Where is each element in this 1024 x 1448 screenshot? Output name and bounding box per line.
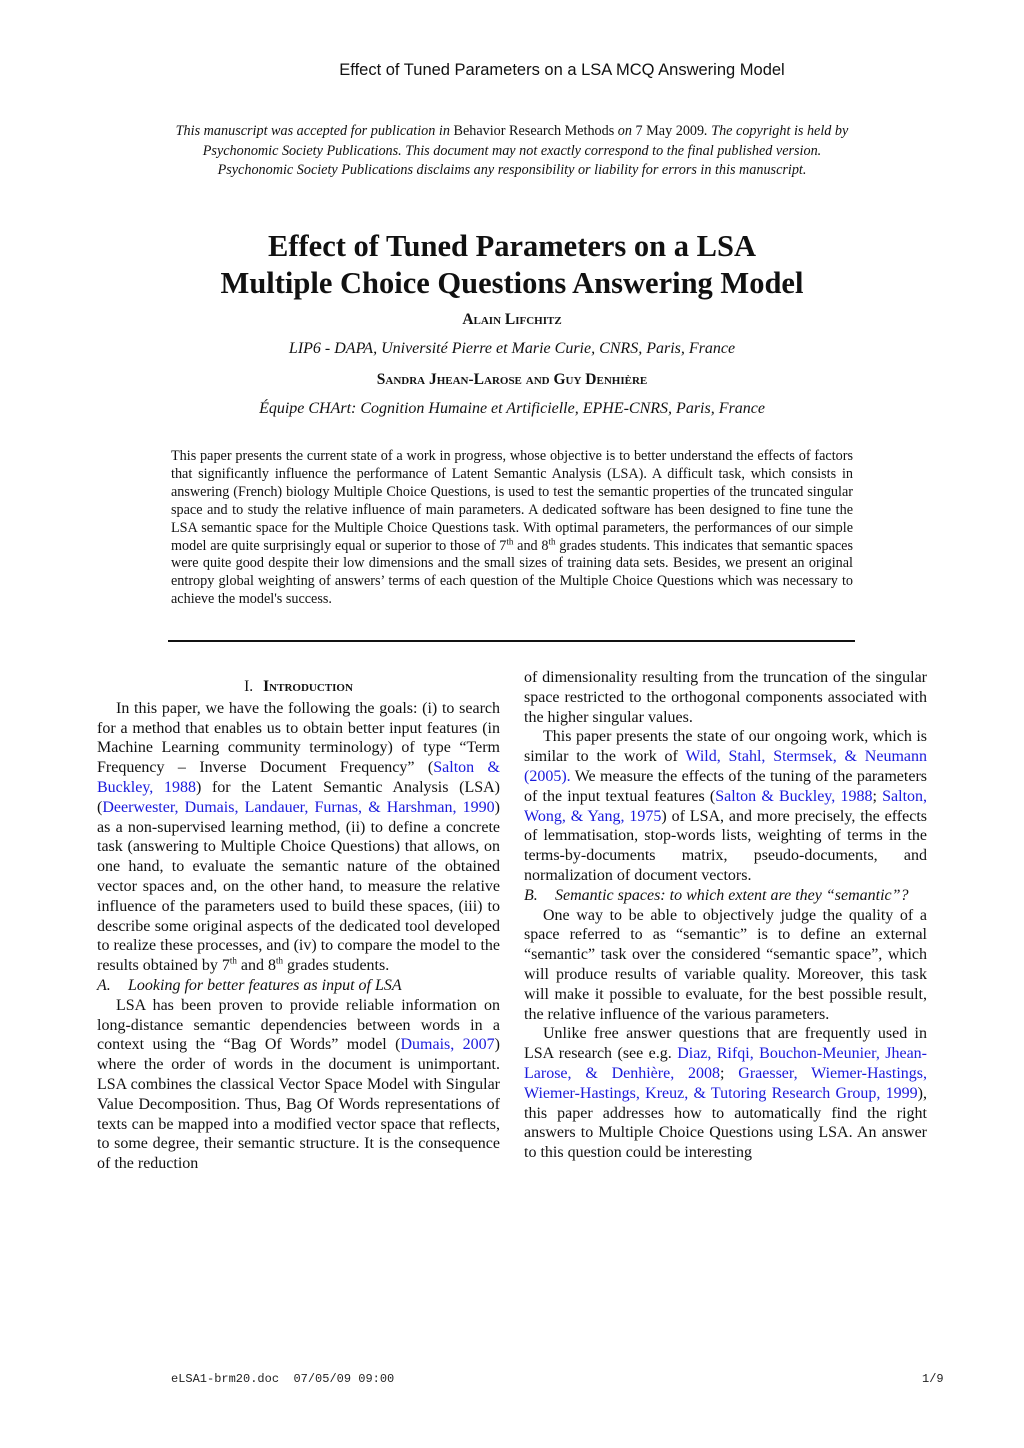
- body-text: ;: [720, 1064, 739, 1082]
- affiliation-2: Équipe CHArt: Cognition Humaine et Artificielle, EPHE-CNRS, Paris, France: [259, 400, 765, 417]
- ongoing-work-paragraph: [524, 727, 927, 885]
- section-heading-introduction: [97, 677, 500, 697]
- abstract-text: grades students. This indicates that semantic spaces were quite good despite their low dimensions and the small sizes of training data sets. Besides, we present an original entropy global weighting of answers’ terms of each question of the Multiple Choice Questions which was necessary to achieve the model's success.: [171, 537, 853, 608]
- subsection-a-paragraph: [97, 996, 500, 1174]
- citation-link[interactable]: Salton & Buckley, 1988: [715, 787, 873, 805]
- body-text: This paper presents the state of our ongoing work, which is similar to the work of: [524, 728, 927, 766]
- page-number: 1/9: [922, 1372, 944, 1386]
- subsection-label: A.: [97, 976, 111, 994]
- citation-link[interactable]: Dumais, 2007: [400, 1036, 495, 1054]
- citation-link[interactable]: Wild, Stahl, Stermsek, & Neumann (2005).: [524, 748, 927, 785]
- title-line-2: Multiple Choice Questions Answering Model: [220, 266, 804, 300]
- body-text: ), this paper addresses how to automatically find the right answers to Multiple Choice Questions using LSA. An answer to this question could be interesting: [524, 1084, 927, 1162]
- superscript: th: [276, 955, 284, 966]
- publication-notice: [172, 122, 852, 181]
- footer-filename: eLSA1-brm20.doc: [171, 1372, 280, 1386]
- subsection-label: B.: [524, 886, 538, 904]
- notice-date: 7 May 2009: [635, 123, 705, 139]
- author-2: Sandra Jhean-Larose and Guy Denhière: [376, 371, 648, 388]
- body-text: grades students.: [283, 957, 390, 975]
- section-title: Introduction: [263, 678, 353, 695]
- footer-datetime: 07/05/09 09:00: [293, 1372, 395, 1386]
- abstract-divider: [168, 640, 855, 642]
- body-text: and 8: [236, 957, 276, 975]
- abstract: [171, 448, 853, 609]
- notice-text-1: This manuscript was accepted for publication in: [175, 123, 454, 139]
- body-text: In this paper, we have the following the goals: (i) to search for a method that enables us to obtain better input features (in Machine Learning community terminology) of type “Term Frequency – Inverse Document Frequency” (: [97, 699, 500, 777]
- abstract-text: This paper presents the current state of a work in progress, whose objective is to better understand the effects of factors that significantly influence the performance of Latent Semantic Analysis (LSA). A difficult task, which consists in answering (French) biology Multiple Choice Questions, is used to test the semantic properties of the truncated singular space and to study the relative influence of main parameters. A dedicated software has been designed to fine tune the LSA semantic space for the Multiple Choice Questions task. With optimal parameters, the performances of our simple model are quite surprisingly equal or superior to those of 7: [171, 448, 853, 554]
- body-text: We measure the effects of the tuning of the parameters of the input textual features (: [524, 767, 927, 805]
- body-text: ) as a non-supervised learning method, (ii) to define a concrete task (answering to Multiple Choice Questions) that allows, on one hand, to evaluate the semantic nature of the obtained vector spaces and, on the other hand, to measure the relative influence of the parameters used to build these spaces, (iii) to describe some original aspects of the dedicated tool developed to realize these processes, and (iv) to compare the model to the results obtained by 7: [97, 798, 500, 975]
- running-head: Effect of Tuned Parameters on a LSA MCQ Answering Model: [339, 61, 785, 79]
- citation-link[interactable]: Salton, Wong, & Yang, 1975: [524, 787, 928, 825]
- paper-title: [112, 228, 912, 302]
- citation-link[interactable]: Diaz, Rifqi, Bouchon-Meunier, Jhean-Larose, & Denhière, 2008: [524, 1045, 927, 1082]
- left-column: [97, 677, 500, 1174]
- notice-text-2: on: [614, 123, 636, 139]
- section-number: I.: [244, 678, 254, 695]
- intro-paragraph: [97, 699, 500, 976]
- mcq-paragraph: [524, 1024, 927, 1163]
- body-text: ) where the order of words in the document is unimportant. LSA combines the classical Vector Space Model with Singular Value Decomposition. Thus, Bag Of Words representations of texts can be mapped into a modified vector space that reflects, to some degree, their semantic structure. It is the consequence of the reduction: [97, 1036, 500, 1173]
- body-text: LSA has been proven to provide reliable information on long-distance semantic dependencies between words in a context using the “Bag Of Words” model (: [97, 996, 500, 1054]
- title-line-1: Effect of Tuned Parameters on a LSA: [268, 229, 756, 263]
- body-text: ) for the Latent Semantic Analysis (LSA) (: [97, 778, 501, 816]
- continued-paragraph: of dimensionality resulting from the truncation of the singular space restricted to the orthogonal components associated with the higher singular values.: [524, 669, 927, 726]
- affiliation-1: LIP6 - DAPA, Université Pierre et Marie Curie, CNRS, Paris, France: [288, 340, 736, 357]
- body-text: ;: [872, 787, 883, 805]
- subsection-heading-a: [97, 976, 500, 996]
- author-1: Alain Lifchitz: [462, 311, 562, 328]
- notice-text-3: . The copyright is held by Psychonomic Society Publications. This document may not exactly correspond to the final published version. Psychonomic Society Publications disclaims any responsibility or liability for errors in this manuscript.: [202, 123, 849, 178]
- subsection-title: Looking for better features as input of LSA: [128, 976, 402, 994]
- body-text: Unlike free answer questions that are frequently used in LSA research (see e.g.: [524, 1025, 927, 1063]
- subsection-heading-b: [524, 886, 927, 906]
- citation-link[interactable]: Salton & Buckley, 1988: [97, 759, 500, 796]
- notice-journal: Behavior Research Methods: [453, 123, 615, 139]
- citation-link[interactable]: Deerwester, Dumais, Landauer, Furnas, & Harshman, 1990: [102, 798, 495, 816]
- superscript: th: [548, 535, 556, 546]
- semantic-task-paragraph: One way to be able to objectively judge the quality of a space referred to as “semantic” is to define an external “semantic” task over the considered “semantic space”, which will produce results of variable quality. Moreover, this task will make it possible to evaluate, for the best possible result, the relative influence of the various parameters.: [524, 906, 927, 1023]
- citation-link[interactable]: Graesser, Wiemer-Hastings, Wiemer-Hastings, Kreuz, & Tutoring Research Group, 1999: [524, 1064, 927, 1102]
- superscript: th: [229, 955, 237, 966]
- right-column: [524, 668, 927, 1163]
- footer-file-info: [171, 1372, 394, 1386]
- superscript: th: [506, 535, 514, 546]
- abstract-text: and 8: [513, 537, 549, 554]
- body-text: ) of LSA, and more precisely, the effects of lemmatisation, stop-words lists, weighting of terms in the terms-by-documents matrix, pseudo-documents, and normalization of document vectors.: [524, 807, 927, 884]
- subsection-title: Semantic spaces: to which extent are they “semantic”?: [555, 886, 909, 904]
